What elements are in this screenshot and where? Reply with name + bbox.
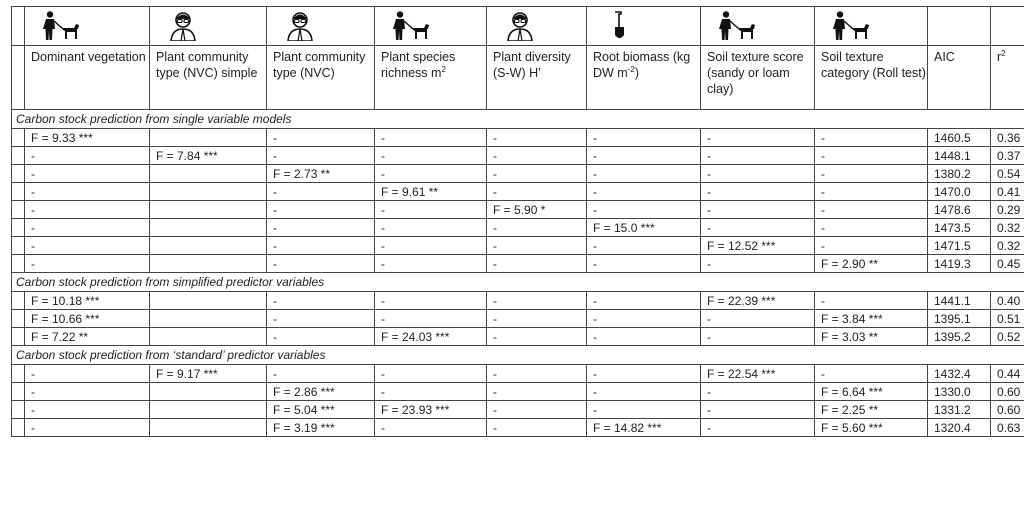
lead-cell — [12, 419, 25, 437]
table-cell: - — [487, 129, 587, 147]
table-cell: - — [375, 419, 487, 437]
table-cell: 1478.6 — [928, 201, 991, 219]
section-header-row — [12, 346, 1024, 365]
icon-cell — [815, 7, 928, 46]
table-cell: F = 5.90 * — [487, 201, 587, 219]
table-cell: - — [25, 165, 150, 183]
table-cell: 0.54 — [991, 165, 1024, 183]
table-cell: F = 10.18 *** — [25, 292, 150, 310]
table-cell: - — [487, 183, 587, 201]
table-cell: - — [587, 129, 701, 147]
table-cell: - — [815, 129, 928, 147]
table-cell: 0.36 — [991, 129, 1024, 147]
table-cell: 1331.2 — [928, 401, 991, 419]
table-cell: - — [701, 201, 815, 219]
table-cell: - — [487, 237, 587, 255]
table-cell — [150, 237, 267, 255]
table-cell: 1460.5 — [928, 129, 991, 147]
table-cell: F = 5.60 *** — [815, 419, 928, 437]
table-cell: F = 2.90 ** — [815, 255, 928, 273]
table-cell — [150, 292, 267, 310]
table-cell: - — [267, 237, 375, 255]
table-cell: - — [267, 147, 375, 165]
table-cell: F = 24.03 *** — [375, 328, 487, 346]
table-cell: F = 3.84 *** — [815, 310, 928, 328]
table-cell — [150, 419, 267, 437]
lead-cell — [12, 7, 25, 46]
column-header — [487, 46, 587, 110]
table-row — [12, 419, 1024, 437]
table-cell: - — [487, 365, 587, 383]
table-cell — [150, 129, 267, 147]
table-cell: - — [267, 219, 375, 237]
table-cell: - — [375, 147, 487, 165]
table-cell: - — [815, 147, 928, 165]
section-header-row — [12, 110, 1024, 129]
lead-cell — [12, 219, 25, 237]
table-cell: - — [587, 365, 701, 383]
table-cell — [150, 310, 267, 328]
column-header — [701, 46, 815, 110]
table-row — [12, 310, 1024, 328]
table-cell: - — [375, 255, 487, 273]
column-header-label: Plant community type (NVC) — [273, 50, 366, 80]
table-cell: - — [267, 310, 375, 328]
table-cell: - — [267, 292, 375, 310]
table-cell: 1432.4 — [928, 365, 991, 383]
column-header-label: Soil texture category (Roll test) — [821, 50, 926, 80]
icon-cell — [375, 7, 487, 46]
table-cell: - — [587, 201, 701, 219]
table-cell: - — [487, 219, 587, 237]
table-cell: - — [701, 219, 815, 237]
table-row — [12, 147, 1024, 165]
icon-cell — [150, 7, 267, 46]
column-header — [928, 46, 991, 110]
table-cell: F = 3.03 ** — [815, 328, 928, 346]
table-row — [12, 401, 1024, 419]
table-cell: - — [267, 365, 375, 383]
table-row — [12, 365, 1024, 383]
table-row — [12, 165, 1024, 183]
table-cell: - — [815, 292, 928, 310]
table-cell: - — [815, 219, 928, 237]
table-cell: - — [701, 401, 815, 419]
table-cell: - — [25, 183, 150, 201]
table-cell: - — [487, 165, 587, 183]
table-cell: 1330.0 — [928, 383, 991, 401]
column-header-label: AIC — [934, 50, 955, 64]
table-row — [12, 183, 1024, 201]
table-cell — [150, 383, 267, 401]
table-cell: F = 9.61 ** — [375, 183, 487, 201]
lead-cell — [12, 255, 25, 273]
table-cell: F = 7.22 ** — [25, 328, 150, 346]
table-cell: 0.52 — [991, 328, 1024, 346]
table-cell: - — [487, 147, 587, 165]
icon-cell — [25, 7, 150, 46]
table-cell: F = 6.64 *** — [815, 383, 928, 401]
lead-cell — [12, 237, 25, 255]
column-header-label: Plant species richness m — [381, 50, 456, 80]
table-cell: - — [25, 201, 150, 219]
column-header-label: Soil texture score (sandy or loam clay) — [707, 50, 804, 96]
table-cell: - — [25, 147, 150, 165]
table-cell: - — [25, 237, 150, 255]
lead-cell — [12, 365, 25, 383]
column-header-superscript: 2 — [441, 64, 446, 74]
walker-dog-icon — [707, 11, 814, 41]
table-cell: 0.44 — [991, 365, 1024, 383]
column-header-superscript: -2 — [627, 64, 635, 74]
table-cell: 0.51 — [991, 310, 1024, 328]
table-cell: - — [587, 401, 701, 419]
table-cell: F = 14.82 *** — [587, 419, 701, 437]
lead-cell — [12, 292, 25, 310]
table-cell: 0.29 — [991, 201, 1024, 219]
table-cell: - — [25, 365, 150, 383]
table-cell: - — [375, 237, 487, 255]
walker-dog-icon — [31, 11, 149, 41]
walker-dog-icon — [381, 11, 486, 41]
column-header-label: Plant community type (NVC) simple — [156, 50, 258, 80]
lead-cell — [12, 383, 25, 401]
table-cell: - — [267, 183, 375, 201]
table-cell: F = 7.84 *** — [150, 147, 267, 165]
table-cell: 0.41 — [991, 183, 1024, 201]
column-header-label: Dominant vegetation — [31, 50, 146, 64]
table-cell: 1320.4 — [928, 419, 991, 437]
lead-cell — [12, 201, 25, 219]
column-header — [267, 46, 375, 110]
table-cell: - — [587, 255, 701, 273]
table-cell: F = 12.52 *** — [701, 237, 815, 255]
table-cell: - — [375, 201, 487, 219]
table-row — [12, 201, 1024, 219]
table-cell: - — [701, 310, 815, 328]
table-cell: 1441.1 — [928, 292, 991, 310]
table-cell: - — [701, 419, 815, 437]
scientist-icon — [273, 11, 374, 41]
table-cell: 0.40 — [991, 292, 1024, 310]
lead-cell — [12, 328, 25, 346]
table-cell: - — [375, 219, 487, 237]
table-cell: - — [25, 383, 150, 401]
table-cell: 1395.1 — [928, 310, 991, 328]
table-row — [12, 129, 1024, 147]
table-cell: F = 3.19 *** — [267, 419, 375, 437]
table-cell: - — [587, 383, 701, 401]
table-cell: F = 10.66 *** — [25, 310, 150, 328]
column-header — [150, 46, 267, 110]
table-row — [12, 219, 1024, 237]
column-header — [375, 46, 487, 110]
column-header — [25, 46, 150, 110]
table-cell: 0.60 — [991, 401, 1024, 419]
column-header-suffix: ) — [634, 66, 640, 80]
column-header — [815, 46, 928, 110]
table-body — [12, 7, 1024, 437]
table-cell: F = 2.86 *** — [267, 383, 375, 401]
table-cell: 0.60 — [991, 383, 1024, 401]
table-cell: - — [267, 328, 375, 346]
section-header-row — [12, 273, 1024, 292]
table-cell: - — [25, 219, 150, 237]
table-cell: - — [587, 292, 701, 310]
table-row — [12, 328, 1024, 346]
icon-cell — [487, 7, 587, 46]
table-cell: - — [587, 237, 701, 255]
table-cell: 1419.3 — [928, 255, 991, 273]
table-cell: - — [375, 165, 487, 183]
table-cell: 0.63 — [991, 419, 1024, 437]
table-cell: - — [25, 401, 150, 419]
table-cell: - — [587, 328, 701, 346]
table-cell: - — [267, 129, 375, 147]
table-cell: - — [487, 328, 587, 346]
table-cell: F = 5.04 *** — [267, 401, 375, 419]
table-cell: 1471.5 — [928, 237, 991, 255]
table-cell: F = 9.17 *** — [150, 365, 267, 383]
table-cell — [150, 183, 267, 201]
table-cell: 0.32 — [991, 219, 1024, 237]
table-cell — [150, 219, 267, 237]
table-cell: 1395.2 — [928, 328, 991, 346]
table-cell: - — [487, 310, 587, 328]
lead-cell — [12, 165, 25, 183]
table-cell — [150, 201, 267, 219]
table-cell: 0.32 — [991, 237, 1024, 255]
table-cell: - — [815, 183, 928, 201]
scientist-icon — [493, 11, 586, 41]
table-cell: - — [701, 183, 815, 201]
table-row — [12, 292, 1024, 310]
table-cell: - — [587, 310, 701, 328]
table-cell: - — [701, 129, 815, 147]
table-cell: - — [487, 383, 587, 401]
table-cell: - — [815, 201, 928, 219]
icon-row — [12, 7, 1024, 46]
table-cell: F = 15.0 *** — [587, 219, 701, 237]
table-cell: F = 2.73 ** — [267, 165, 375, 183]
table-cell: - — [375, 310, 487, 328]
table-cell: - — [267, 201, 375, 219]
icon-cell — [701, 7, 815, 46]
column-header — [991, 46, 1024, 110]
table-row — [12, 383, 1024, 401]
table-cell: F = 22.39 *** — [701, 292, 815, 310]
table-cell — [150, 328, 267, 346]
table-cell: - — [375, 292, 487, 310]
lead-cell — [12, 147, 25, 165]
column-header-label: Root biomass (kg DW m — [593, 50, 691, 80]
icon-cell — [267, 7, 375, 46]
table-cell: F = 9.33 *** — [25, 129, 150, 147]
table-cell: 1473.5 — [928, 219, 991, 237]
table-cell: 0.45 — [991, 255, 1024, 273]
table-cell: - — [815, 365, 928, 383]
lead-cell — [12, 401, 25, 419]
table-cell: - — [487, 419, 587, 437]
table-cell: - — [587, 165, 701, 183]
table-cell: F = 2.25 ** — [815, 401, 928, 419]
table-cell: F = 22.54 *** — [701, 365, 815, 383]
table-cell — [150, 165, 267, 183]
table-cell: - — [487, 292, 587, 310]
scientist-icon — [156, 11, 266, 41]
table-cell: - — [487, 255, 587, 273]
table-cell: - — [487, 401, 587, 419]
table-cell: - — [375, 383, 487, 401]
table-row — [12, 237, 1024, 255]
results-table — [11, 6, 1024, 437]
table-cell: - — [267, 255, 375, 273]
table-cell: - — [701, 147, 815, 165]
table-cell: 1380.2 — [928, 165, 991, 183]
table-cell: 1448.1 — [928, 147, 991, 165]
table-cell: - — [701, 165, 815, 183]
lead-cell — [12, 46, 25, 110]
spade-icon — [593, 11, 700, 41]
lead-cell — [12, 183, 25, 201]
table-cell: - — [587, 147, 701, 165]
section-title: Carbon stock prediction from ‘standard’ predictor variables — [12, 346, 1024, 365]
table-cell: 0.37 — [991, 147, 1024, 165]
table-cell: - — [701, 255, 815, 273]
header-row — [12, 46, 1024, 110]
icon-cell — [991, 7, 1024, 46]
table-cell: 1470.0 — [928, 183, 991, 201]
table-cell: - — [375, 365, 487, 383]
table-cell: - — [701, 328, 815, 346]
lead-cell — [12, 310, 25, 328]
table-cell: - — [701, 383, 815, 401]
table-cell — [150, 255, 267, 273]
table-cell: - — [587, 183, 701, 201]
icon-cell — [587, 7, 701, 46]
lead-cell — [12, 129, 25, 147]
table-cell: - — [25, 419, 150, 437]
section-title: Carbon stock prediction from simplified predictor variables — [12, 273, 1024, 292]
table-cell: F = 23.93 *** — [375, 401, 487, 419]
table-cell — [150, 401, 267, 419]
column-header-superscript: 2 — [1001, 48, 1006, 58]
table-cell: - — [815, 165, 928, 183]
walker-dog-icon — [821, 11, 927, 41]
table-cell: - — [375, 129, 487, 147]
table-cell: - — [25, 255, 150, 273]
table-row — [12, 255, 1024, 273]
column-header-label: Plant diversity (S-W) H’ — [493, 50, 571, 80]
table-cell: - — [815, 237, 928, 255]
column-header — [587, 46, 701, 110]
section-title: Carbon stock prediction from single variable models — [12, 110, 1024, 129]
column-header-label: r — [997, 50, 1002, 64]
icon-cell — [928, 7, 991, 46]
